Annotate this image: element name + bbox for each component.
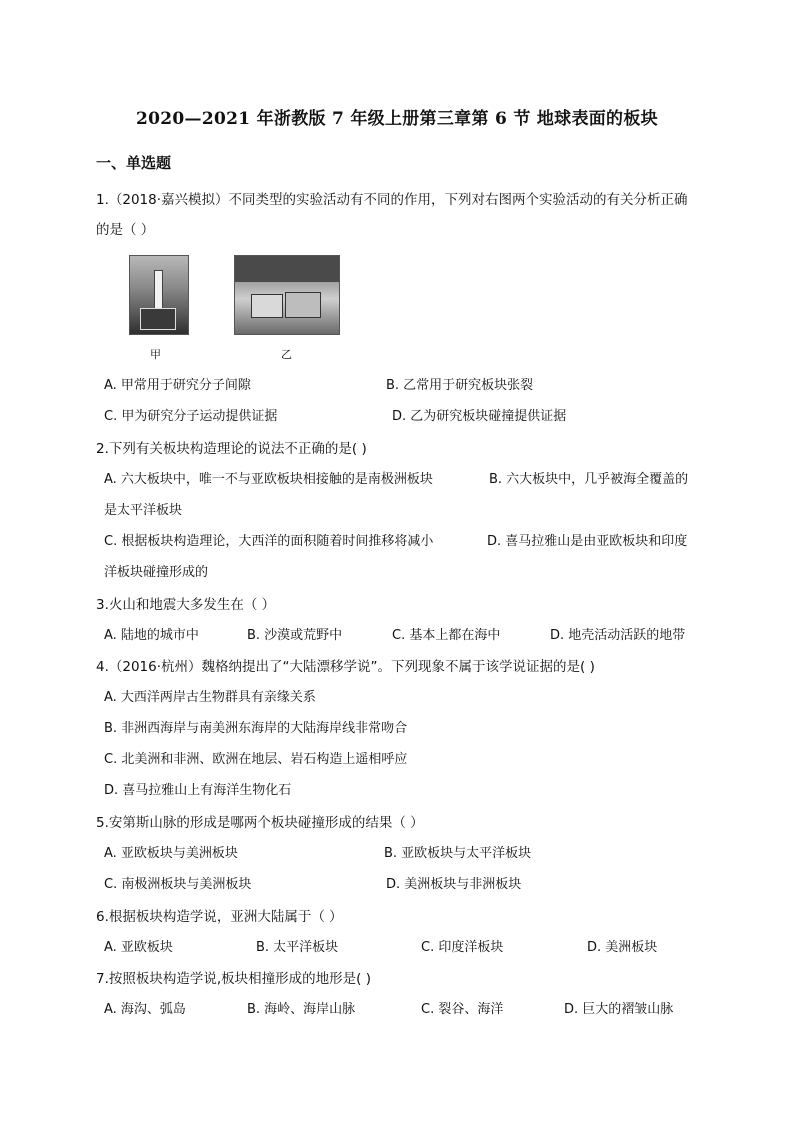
question-2-option-d: D. 喜马拉雅山是由亚欧板块和印度 xyxy=(487,534,688,549)
document-title: 2020—2021 年浙教版 7 年级上册第三章第 6 节 地球表面的板块 xyxy=(136,109,658,129)
question-7-option-b: B. 海岭、海岸山脉 xyxy=(247,1002,356,1017)
question-1-option-d: D. 乙为研究板块碰撞提供证据 xyxy=(392,409,567,424)
figure-caption-jia: 甲 xyxy=(150,348,161,361)
question-5-option-d: D. 美洲板块与非洲板块 xyxy=(386,877,522,892)
question-2-stem: 2.下列有关板块构造理论的说法不正确的是( ) xyxy=(96,441,367,457)
question-5-stem: 5.安第斯山脉的形成是哪两个板块碰撞形成的结果（ ） xyxy=(96,815,424,831)
question-5-option-c: C. 南极洲板块与美洲板块 xyxy=(104,877,252,892)
question-6-option-d: D. 美洲板块 xyxy=(587,940,658,955)
question-7-option-a: A. 海沟、弧岛 xyxy=(104,1002,186,1017)
question-4-option-c: C. 北美洲和非洲、欧洲在地层、岩石构造上遥相呼应 xyxy=(104,752,408,767)
question-6-stem: 6.根据板块构造学说，亚洲大陆属于（ ） xyxy=(96,909,343,925)
question-3-stem: 3.火山和地震大多发生在（ ） xyxy=(96,597,276,613)
question-1-option-b: B. 乙常用于研究板块张裂 xyxy=(386,378,534,393)
hands-shadow xyxy=(235,256,339,282)
figure-caption-yi: 乙 xyxy=(281,348,292,361)
question-3-option-a: A. 陆地的城市中 xyxy=(104,628,199,643)
question-2-option-d-cont: 洋板块碰撞形成的 xyxy=(104,565,209,580)
question-2-option-c: C. 根据板块构造理论，大西洋的面积随着时间推移将减小 xyxy=(104,534,434,549)
question-7-option-c: C. 裂谷、海洋 xyxy=(421,1002,504,1017)
question-4-stem: 4.（2016·杭州）魏格纳提出了“大陆漂移学说”。下列现象不属于该学说证据的是( ) xyxy=(96,659,595,675)
section-heading: 一、单选题 xyxy=(96,154,172,172)
plate-model-left xyxy=(251,294,283,318)
experiment-photo-yi xyxy=(234,255,340,335)
question-5-option-b: B. 亚欧板块与太平洋板块 xyxy=(384,846,532,861)
question-4-option-a: A. 大西洋两岸古生物群具有亲缘关系 xyxy=(104,690,316,705)
question-7-option-d: D. 巨大的褶皱山脉 xyxy=(564,1002,674,1017)
question-1-stem: 1.（2018·嘉兴模拟）不同类型的实验活动有不同的作用，下列对右图两个实验活动的有关分析正确 xyxy=(96,192,688,208)
question-3-option-b: B. 沙漠或荒野中 xyxy=(247,628,343,643)
beaker xyxy=(140,308,176,330)
question-7-stem: 7.按照板块构造学说,板块相撞形成的地形是( ) xyxy=(96,971,371,987)
plate-model-right xyxy=(285,292,321,318)
question-2-option-b: B. 六大板块中，几乎被海全覆盖的 xyxy=(489,472,689,487)
question-2-option-b-cont: 是太平洋板块 xyxy=(104,503,183,518)
experiment-photo-jia xyxy=(129,255,189,335)
question-3-option-d: D. 地壳活动活跃的地带 xyxy=(550,628,686,643)
question-4-option-b: B. 非洲西海岸与南美洲东海岸的大陆海岸线非常吻合 xyxy=(104,721,408,736)
question-3-option-c: C. 基本上都在海中 xyxy=(392,628,501,643)
question-5-option-a: A. 亚欧板块与美洲板块 xyxy=(104,846,238,861)
question-6-option-b: B. 太平洋板块 xyxy=(256,940,339,955)
question-6-option-c: C. 印度洋板块 xyxy=(421,940,504,955)
question-4-option-d: D. 喜马拉雅山上有海洋生物化石 xyxy=(104,783,292,798)
question-1-option-c: C. 甲为研究分子运动提供证据 xyxy=(104,409,278,424)
question-6-option-a: A. 亚欧板块 xyxy=(104,940,173,955)
question-1-option-a: A. 甲常用于研究分子间隙 xyxy=(104,378,251,393)
question-1-stem-cont: 的是（ ） xyxy=(96,222,155,238)
question-2-option-a: A. 六大板块中，唯一不与亚欧板块相接触的是南极洲板块 xyxy=(104,472,433,487)
